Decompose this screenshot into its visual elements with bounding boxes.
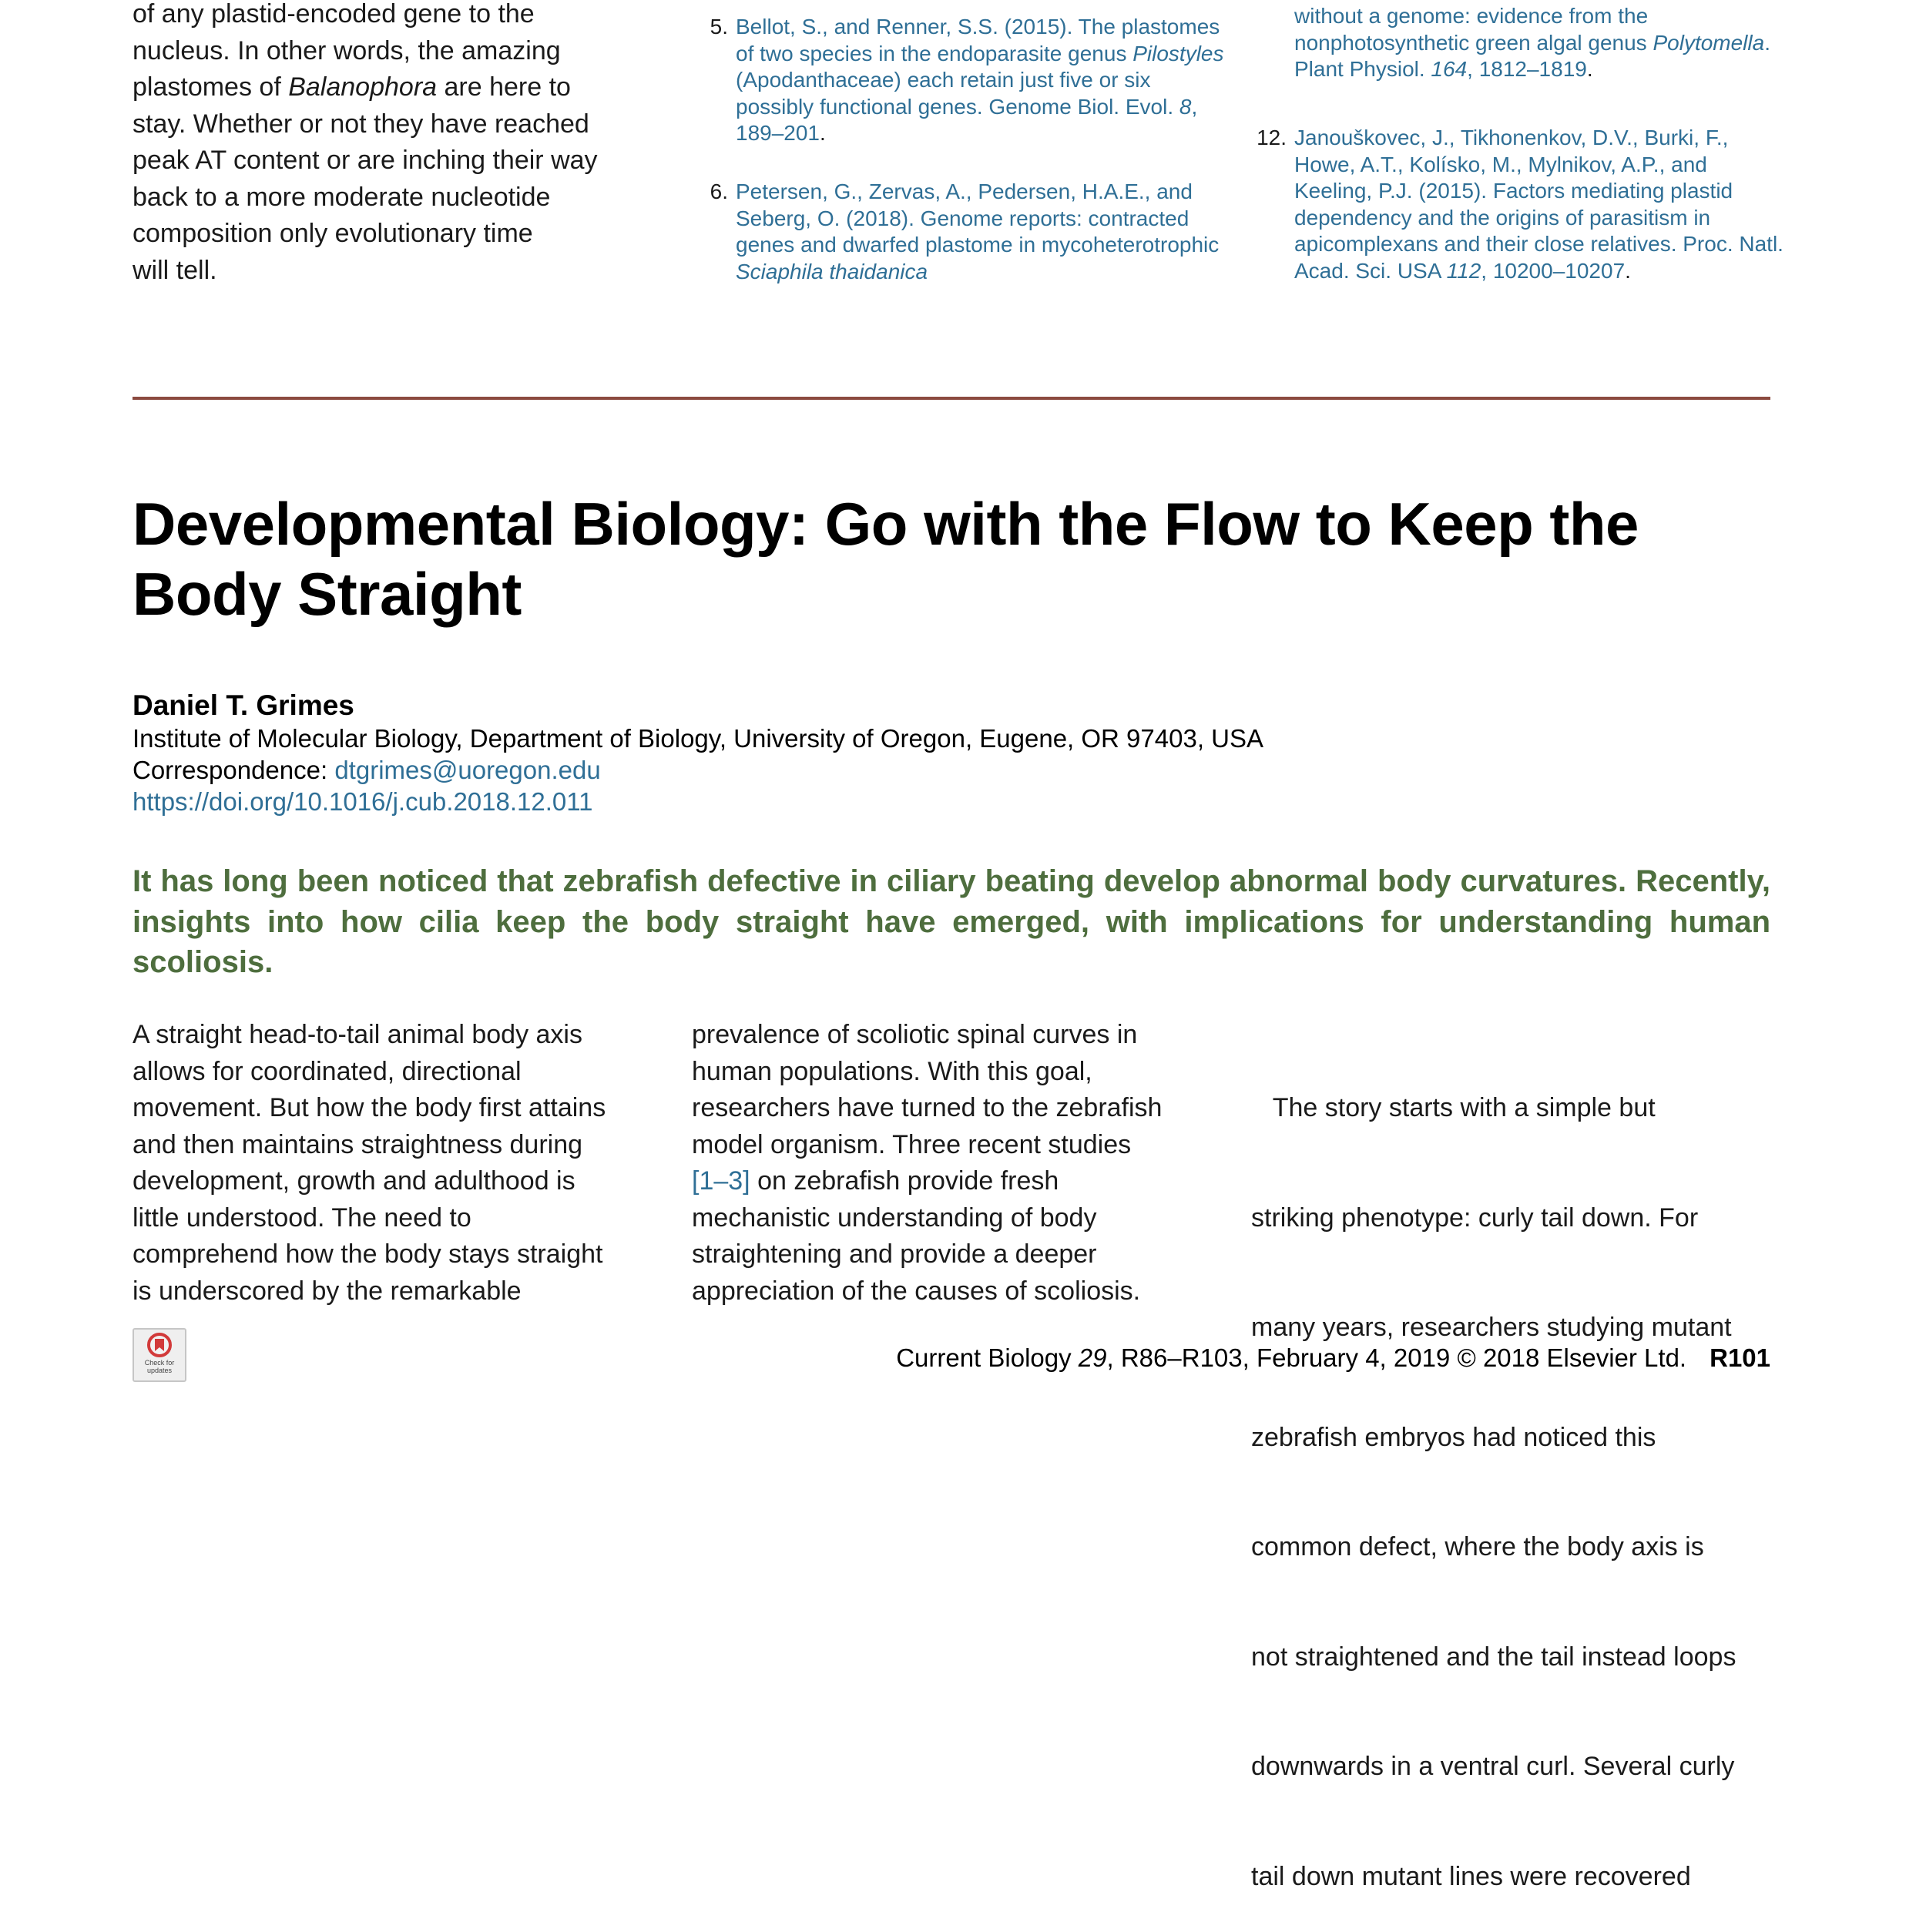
page-number: R101 (1710, 1343, 1770, 1372)
body-column-3 (1251, 1017, 1790, 1932)
text-line: will tell. (133, 255, 217, 285)
text-line: plastomes of Balanophora are here to (133, 72, 571, 102)
reference-12[interactable]: 12. Janouškovec, J., Tikhonenkov, D.V., Burki, F., Howe, A.T., Kolísko, M., Mylnikov, A.P., and Keeling, P.J. (2015). Factors mediating plastid dependency and the origins of parasitism in apicomplexans and their close relatives. Proc. Natl. Acad. Sci. USA 112, 10200–10207. (1294, 125, 1787, 284)
text-line: [1–3] on zebrafish provide fresh (692, 1166, 1059, 1196)
text-line: nucleus. In other words, the amazing (133, 35, 561, 65)
body-column-2 (692, 1017, 1231, 1310)
text-line: and then maintains straightness during (133, 1129, 583, 1159)
text-line: striking phenotype: curly tail down. For (1251, 1202, 1699, 1233)
journal-volume: 29 (1078, 1343, 1107, 1372)
text-line: stay. Whether or not they have reached (133, 109, 589, 139)
text-line: comprehend how the body stays straight (133, 1239, 603, 1269)
text-line: human populations. With this goal, (692, 1056, 1092, 1086)
text-line: A straight head-to-tail animal body axis (133, 1020, 582, 1049)
text-line: of any plastid-encoded gene to the (133, 0, 535, 29)
text-line: movement. But how the body first attains (133, 1093, 606, 1122)
text-line: appreciation of the causes of scoliosis. (692, 1276, 1141, 1306)
citation-link[interactable]: [1–3] (692, 1166, 750, 1196)
text-line: peak AT content or are inching their way (133, 146, 598, 175)
text-line: allows for coordinated, directional (133, 1056, 522, 1086)
reference-number: 6. (710, 179, 728, 203)
section-divider (133, 397, 1770, 400)
reference-number: 12. (1257, 126, 1287, 149)
text-line: composition only evolutionary time (133, 219, 533, 248)
affiliation: Institute of Molecular Biology, Department of Biology, University of Oregon, Eugene, OR 97403, USA (133, 724, 1264, 753)
text-line: back to a more moderate nucleotide (133, 182, 551, 212)
text-line: downwards in a ventral curl. Several curly (1251, 1752, 1735, 1781)
text-line: common defect, where the body axis is (1251, 1532, 1704, 1561)
body-column-1 (133, 1017, 672, 1310)
text-line: tail down mutant lines were recovered (1251, 1861, 1691, 1891)
doi-link[interactable]: https://doi.org/10.1016/j.cub.2018.12.011 (133, 787, 593, 816)
badge-label: Check for updates (144, 1359, 175, 1374)
reference-number: 5. (710, 15, 728, 39)
text-line: is underscored by the remarkable (133, 1276, 522, 1306)
text-line: model organism. Three recent studies (692, 1129, 1132, 1159)
text-line: researchers have turned to the zebrafish (692, 1093, 1163, 1122)
check-for-updates-badge[interactable] (133, 1328, 186, 1382)
text-line: The story starts with a simple but (1251, 1093, 1656, 1122)
text-line: many years, researchers studying mutant (1251, 1313, 1732, 1342)
text-line: little understood. The need to (133, 1202, 471, 1233)
continued-text-column (133, 0, 672, 289)
text-line: development, growth and adulthood is (133, 1166, 575, 1196)
text-line: mechanistic understanding of body (692, 1202, 1097, 1233)
text-line: prevalence of scoliotic spinal curves in (692, 1020, 1138, 1049)
page-footer: Current Biology 29, R86–R103, February 4, 2019 © 2018 Elsevier Ltd. R101 (896, 1343, 1770, 1372)
correspondence: Correspondence: dtgrimes@uoregon.edu (133, 756, 601, 784)
abstract: It has long been noticed that zebrafish defective in ciliary beating develop abnormal body curvatures. Recently, insights into how cilia keep the body straight have emerged, with implications for understanding human scoliosis. (133, 864, 1770, 979)
author-info (133, 723, 1263, 817)
genus-name: Balanophora (288, 72, 438, 102)
text-line: straightening and provide a deeper (692, 1239, 1097, 1269)
text-line: zebrafish embryos had noticed this (1251, 1422, 1656, 1452)
text-line: not straightened and the tail instead loops (1251, 1642, 1736, 1672)
reference-11-continued[interactable]: without a genome: evidence from the nonphotosynthetic green algal genus Polytomella. Plant Physiol. 164, 1812–1819. (1294, 4, 1770, 81)
reference-6[interactable]: 6. Petersen, G., Zervas, A., Pedersen, H.A.E., and Seberg, O. (2018). Genome reports: contracted genes and dwarfed plastome in mycoheterotrophic Sciaphila thaidanica (736, 179, 1225, 285)
email-link[interactable]: dtgrimes@uoregon.edu (334, 756, 601, 784)
reference-5[interactable]: 5. Bellot, S., and Renner, S.S. (2015). The plastomes of two species in the endoparasite genus Pilostyles (Apodanthaceae) each retain just five or six possibly functional genes. Genome Biol. Evol. 8, 189–201. (736, 14, 1225, 147)
author-name: Daniel T. Grimes (133, 689, 354, 721)
article-title: Developmental Biology: Go with the Flow to Keep the Body Straight (133, 490, 1639, 628)
